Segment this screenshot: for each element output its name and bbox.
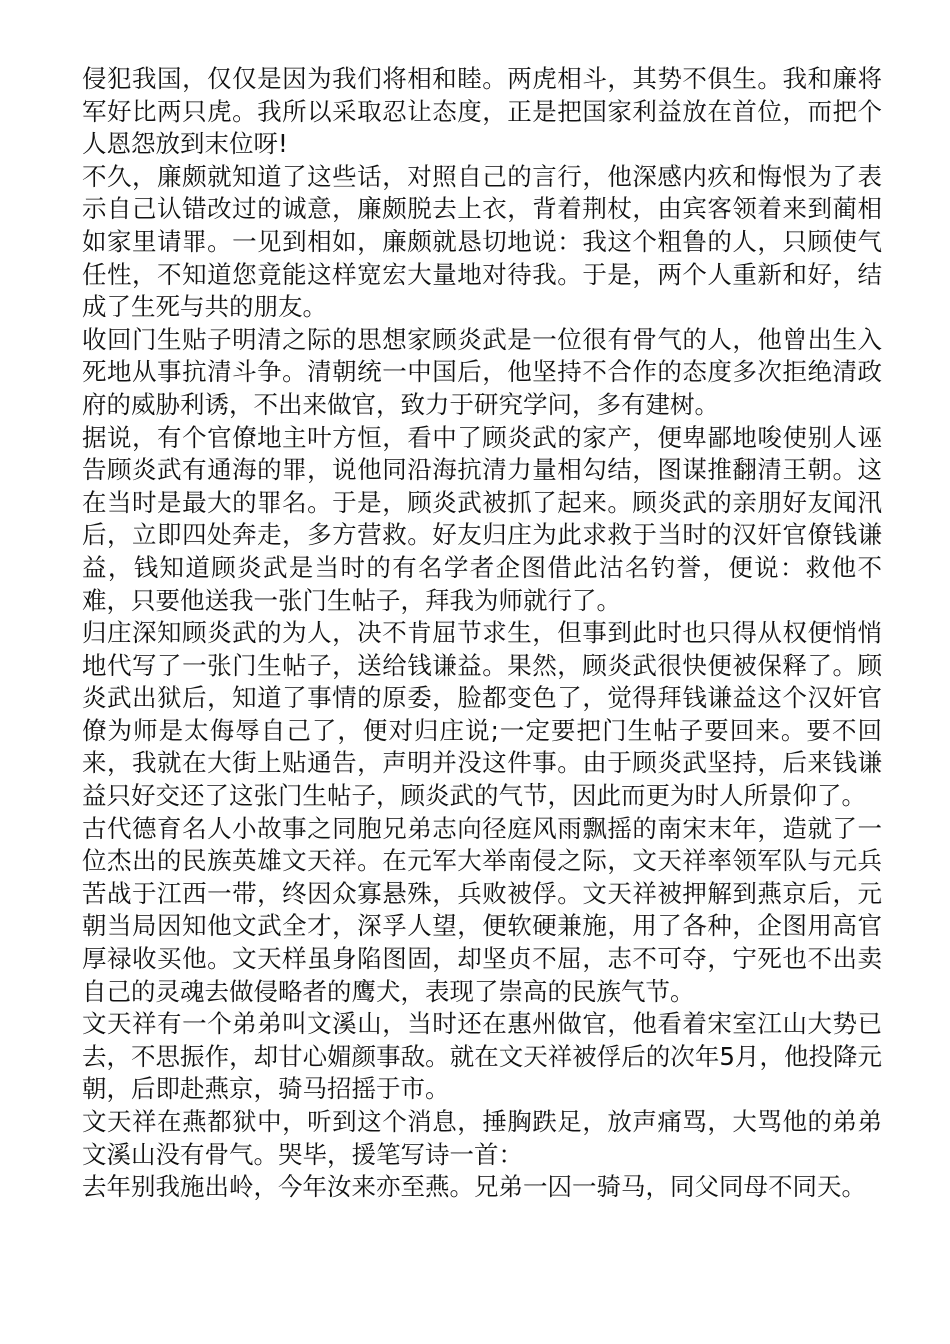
paragraph-2: 不久，廉颇就知道了这些话，对照自己的言行，他深感内疚和悔恨为了表示自己认错改过的诚意，廉颇脱去上衣，背着荆杖，由宾客领着来到蔺相如家里请罪。一见到相如，廉颇就恳切地说：我这个粗鲁的人，只顾使气任性，不知道您竟能这样宽宏大量地对待我。于是，两个人重新和好，结成了生死与共的朋友。 [82,161,882,322]
paragraph-6: 古代德育名人小故事之同胞兄弟志向径庭风雨飘摇的南宋末年，造就了一位杰出的民族英雄文天祥。在元军大举南侵之际，文天祥率领军队与元兵苦战于江西一带，终因众寡悬殊，兵败被俘。文天祥被押解到燕京后，元朝当局因知他文武全才，深孚人望，便软硬兼施，用了各种，企图用高官厚禄收买他。文天样虽身陷图固，却坚贞不屈，志不可夺，宁死也不出卖自己的灵魂去做侵略者的鹰犬，表现了崇高的民族气节。 [82,813,882,1006]
paragraph-9: 去年别我施出岭，今年汝来亦至燕。兄弟一囚一骑马，同父同母不同天。 [82,1172,866,1202]
paragraph-1: 侵犯我国，仅仅是因为我们将相和睦。两虎相斗，其势不俱生。我和廉将军好比两只虎。我所以采取忍让态度，正是把国家利益放在首位，而把个人恩怨放到末位呀! [82,64,882,159]
document-page [82,63,882,1204]
paragraph-3: 收回门生贴子明清之际的思想家顾炎武是一位很有骨气的人，他曾出生入死地从事抗清斗争。清朝统一中国后，他坚持不合作的态度多次拒绝清政府的威胁利诱，不出来做官，致力于研究学问，多有建树。 [82,324,882,419]
paragraph-7: 文天祥有一个弟弟叫文溪山，当时还在惠州做官，他看着宋室江山大势已去，不思振作，却甘心媚颜事敌。就在文天祥被俘后的次年5月，他投降元朝，后即赴燕京，骑马招摇于市。 [82,1009,882,1104]
paragraph-4: 据说，有个官僚地主叶方恒，看中了顾炎武的家产，便卑鄙地唆使别人诬告顾炎武有通海的罪，说他同沿海抗清力量相勾结，图谋推翻清王朝。这在当时是最大的罪名。于是，顾炎武被抓了起来。顾炎武的亲朋好友闻汛后，立即四处奔走，多方营救。好友归庄为此求救于当时的汉奸官僚钱谦益，钱知道顾炎武是当时的有名学者企图借此沽名钓誉，便说：救他不难，只要他送我一张门生帖子，拜我为师就行了。 [82,422,882,615]
paragraph-8: 文天祥在燕都狱中，听到这个消息，捶胸跌足，放声痛骂，大骂他的弟弟文溪山没有骨气。哭毕，援笔写诗一首： [82,1107,882,1169]
paragraph-5: 归庄深知顾炎武的为人，决不肯屈节求生，但事到此时也只得从权便悄悄地代写了一张门生帖子，送给钱谦益。果然，顾炎武很快便被保释了。顾炎武出狱后，知道了事情的原委，脸都变色了，觉得拜钱谦益这个汉奸官僚为师是太侮辱自己了，便对归庄说;一定要把门生帖子要回来。要不回来，我就在大街上贴通告，声明并没这件事。由于顾炎武坚持，后来钱谦益只好交还了这张门生帖子，顾炎武的气节，因此而更为时人所景仰了。 [82,618,882,811]
